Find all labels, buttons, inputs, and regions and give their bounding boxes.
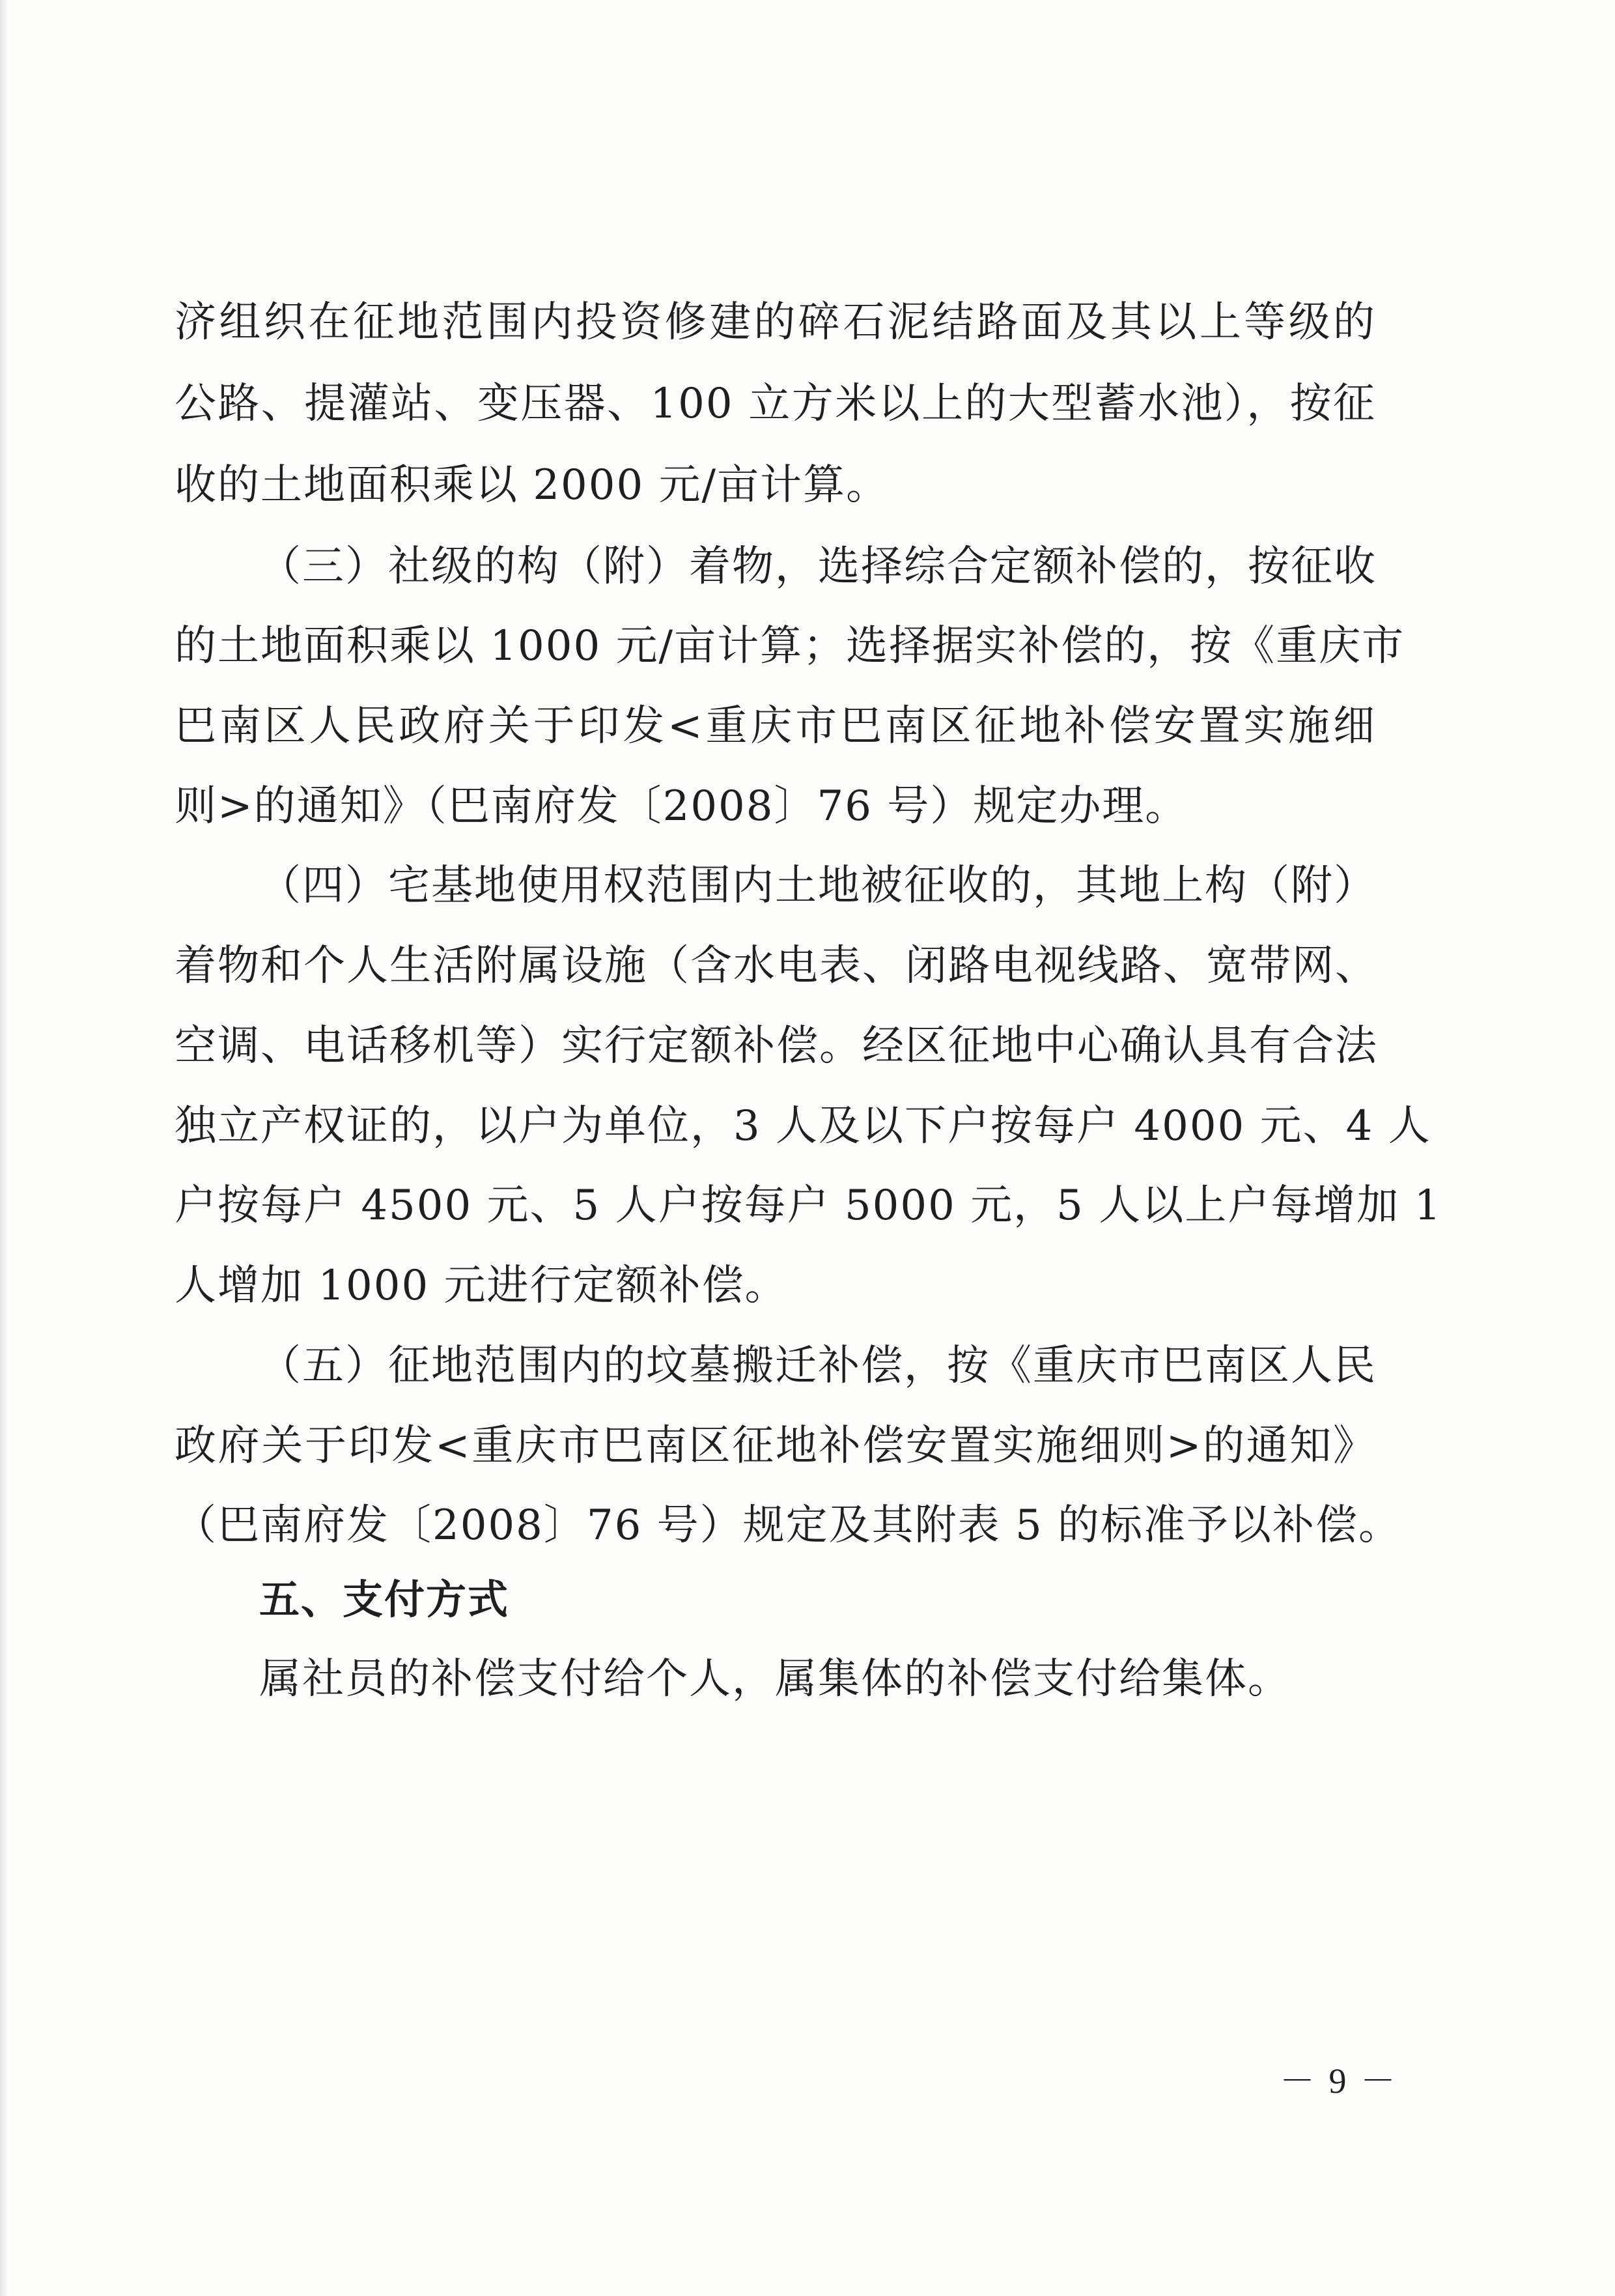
body-line-3: 收的土地面积乘以 2000 元/亩计算。 bbox=[175, 461, 890, 509]
body-line-1: 济组织在征地范围内投资修建的碎石泥结路面及其以上等级的 bbox=[175, 298, 1376, 347]
body-line-4: （三）社级的构（附）着物，选择综合定额补偿的，按征收 bbox=[259, 543, 1377, 591]
body-line-13: 人增加 1000 元进行定额补偿。 bbox=[175, 1262, 788, 1310]
page-number: － 9 － bbox=[1280, 2062, 1398, 2101]
section-heading: 五、支付方式 bbox=[259, 1576, 510, 1623]
body-line-6: 巴南区人民政府关于印发<重庆市巴南区征地补偿安置实施细 bbox=[175, 702, 1376, 750]
body-line-5: 的土地面积乘以 1000 元/亩计算；选择据实补偿的，按《重庆市 bbox=[175, 622, 1405, 670]
body-line-16: （巴南府发〔2008〕76 号）规定及其附表 5 的标准予以补偿。 bbox=[175, 1501, 1402, 1550]
body-line-7: 则>的通知》（巴南府发〔2008〕76 号）规定办理。 bbox=[175, 782, 1188, 830]
body-line-18: 属社员的补偿支付给个人，属集体的补偿支付给集体。 bbox=[259, 1655, 1291, 1703]
body-line-11: 独立产权证的，以户为单位，3 人及以下户按每户 4000 元、4 人 bbox=[175, 1102, 1431, 1150]
body-line-14: （五）征地范围内的坟墓搬迁补偿，按《重庆市巴南区人民 bbox=[259, 1342, 1377, 1390]
body-line-8: （四）宅基地使用权范围内土地被征收的，其地上构（附） bbox=[259, 862, 1377, 910]
body-line-10: 空调、电话移机等）实行定额补偿。经区征地中心确认具有合法 bbox=[175, 1022, 1378, 1070]
scan-edge-shadow bbox=[0, 0, 8, 2296]
body-line-9: 着物和个人生活附属设施（含水电表、闭路电视线路、宽带网、 bbox=[175, 942, 1378, 990]
body-line-15: 政府关于印发<重庆市巴南区征地补偿安置实施细则>的通知》 bbox=[175, 1422, 1376, 1470]
body-line-12: 户按每户 4500 元、5 人户按每户 5000 元，5 人以上户每增加 1 bbox=[175, 1182, 1442, 1230]
body-line-2: 公路、提灌站、变压器、100 立方米以上的大型蓄水池），按征 bbox=[175, 380, 1376, 428]
